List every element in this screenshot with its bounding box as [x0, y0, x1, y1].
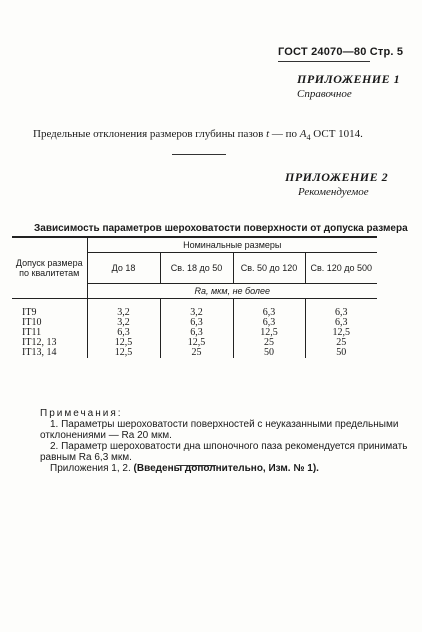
appendix2-subtitle: Рекомендуемое: [298, 186, 369, 198]
grade-cell: IT9: [22, 306, 37, 318]
appendix2-title: ПРИЛОЖЕНИЕ 2: [285, 170, 389, 184]
sentence-part: ОСТ 1014.: [310, 128, 363, 140]
depth-deviation-text: [33, 128, 363, 142]
table-row: [12, 298, 377, 318]
amendment-bold: (Введены дополнительно, Изм. № 1).: [133, 463, 319, 474]
value-cell: 25: [305, 338, 377, 348]
value-cell: 12,5: [160, 338, 233, 348]
amendment-note: [40, 463, 407, 474]
fit-symbol: A: [299, 128, 307, 140]
page-header: ГОСТ 24070—80 Стр. 5: [278, 46, 404, 58]
grade-cell: IT10: [22, 316, 42, 328]
variable-t: t: [266, 128, 270, 140]
column-header: Св. 120 до 500: [305, 252, 377, 283]
appendix1-subtitle: Справочное: [297, 88, 352, 100]
value-cell: 6,3: [305, 318, 377, 328]
value-cell: 3,2: [160, 298, 233, 318]
sentence-part: Предельные отклонения размеров глубины пазов: [33, 128, 267, 140]
value-cell: 6,3: [305, 298, 377, 318]
column-header: Св. 18 до 50: [160, 252, 233, 283]
nominal-sizes-header: Номинальные размеры: [87, 237, 377, 252]
sentence-part: — по: [269, 128, 300, 140]
value-cell: 12,5: [87, 348, 160, 358]
value-cell: 12,5: [233, 328, 305, 338]
table-row: [12, 328, 377, 338]
value-cell: 6,3: [160, 328, 233, 338]
table-row: [12, 318, 377, 328]
table-title: Зависимость параметров шероховатости поверхности от допуска размера: [34, 223, 408, 234]
table-row: [12, 338, 377, 348]
value-cell: 3,2: [87, 298, 160, 318]
column-header: Св. 50 до 120: [233, 252, 305, 283]
value-cell: 12,5: [87, 338, 160, 348]
note-1-line-1: 1. Параметры шероховатости поверхностей с неуказанными предельными: [50, 419, 399, 430]
fit-symbol-index: 4: [306, 133, 311, 143]
roughness-table: [12, 236, 377, 358]
note-2-line-2: равным Ra 6,3 мкм.: [40, 452, 132, 463]
value-cell: 6,3: [160, 318, 233, 328]
notes-block: [40, 408, 407, 474]
grade-cell: IT13, 14: [22, 346, 57, 358]
value-cell: 50: [305, 348, 377, 358]
appendix1-title: ПРИЛОЖЕНИЕ 1: [297, 72, 401, 86]
value-cell: 25: [160, 348, 233, 358]
unit-row: Ra, мкм, не более: [87, 283, 377, 298]
value-cell: 6,3: [233, 318, 305, 328]
header-rule: [278, 61, 370, 62]
value-cell: 3,2: [87, 318, 160, 328]
table-row: [12, 348, 377, 358]
end-divider: [176, 465, 216, 466]
section-divider: [172, 154, 226, 155]
note-2-line-1: 2. Параметр шероховатости дна шпоночного паза рекомендуется принимать: [50, 441, 408, 452]
value-cell: 25: [233, 338, 305, 348]
value-cell: 50: [233, 348, 305, 358]
note-1-line-2: отклонениями — Ra 20 мкм.: [40, 430, 172, 441]
tolerance-header: Допуск размера по квалитетам: [12, 237, 87, 298]
notes-heading: Примечания:: [40, 408, 123, 419]
value-cell: 6,3: [233, 298, 305, 318]
grade-cell: IT11: [22, 326, 42, 338]
column-header: До 18: [87, 252, 160, 283]
grade-cell: IT12, 13: [22, 336, 57, 348]
amendment-plain: Приложения 1, 2.: [50, 463, 134, 474]
value-cell: 12,5: [305, 328, 377, 338]
value-cell: 6,3: [87, 328, 160, 338]
